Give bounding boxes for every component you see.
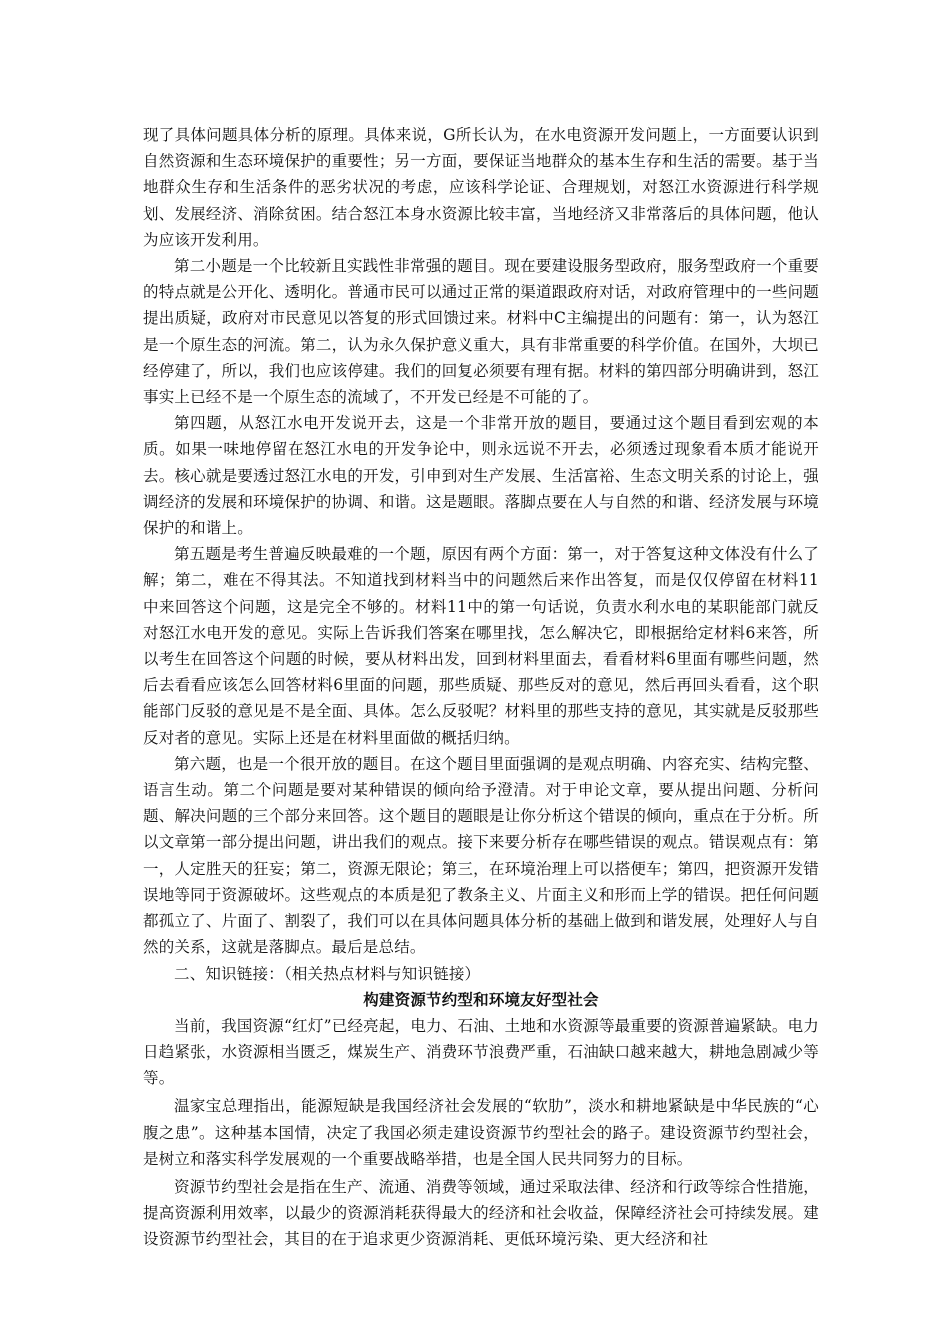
section-heading: 构建资源节约型和环境友好型社会 <box>363 989 599 1009</box>
section-label-knowledge-link: 二、知识链接：（相关热点材料与知识链接） <box>174 964 481 983</box>
paragraph-continuation: 现了具体问题具体分析的原理。具体来说，G所长认为，在水电资源开发问题上，一方面要认识到自然资源和生态环境保护的重要性；另一方面，要保证当地群众的基本生存和生活的需要。基于当地群众生存和生活条件的恶劣状况的考虑，应该科学论证、合理规划，对怒江水资源进行科学规划、发展经济、消除贫困。结合怒江本身水资源比较丰富，当地经济又非常落后的具体问题，他认为应该开发利用。 <box>143 126 819 249</box>
paragraph-question-5: 第五题是考生普遍反映最难的一个题，原因有两个方面：第一，对于答复这种文体没有什么了解；第二，难在不得其法。不知道找到材料当中的问题然后来作出答复，而是仅仅停留在材料11中来回答这个问题，这是完全不够的。材料11中的第一句话说，负责水利水电的某职能部门就反对怒江水电开发的意见。实际上告诉我们答案在哪里找，怎么解决它，即根据给定材料6来答，所以考生在回答这个问题的时候，要从材料出发，回到材料里面去，看看材料6里面有哪些问题，然后去看看应该怎么回答材料6里面的问题，那些质疑、那些反对的意见，然后再回头看看，这个职能部门反驳的意见是不是全面、具体。怎么反驳呢？材料里的那些支持的意见，其实就是反驳那些反对者的意见。实际上还是在材料里面做的概括归纳。 <box>143 545 819 747</box>
paragraph-question-2: 第二小题是一个比较新且实践性非常强的题目。现在要建设服务型政府，服务型政府一个重要的特点就是公开化、透明化。普通市民可以通过正常的渠道跟政府对话，对政府管理中的一些问题提出质疑，政府对市民意见以答复的形式回馈过来。材料中C主编提出的问题有：第一，认为怒江是一个原生态的河流。第二，认为永久保护意义重大，具有非常重要的科学价值。在国外，大坝已经停建了，所以，我们也应该停建。我们的回复必须要有理有据。材料的第四部分明确讲到，怒江事实上已经不是一个原生态的流域了，不开发已经是不可能的了。 <box>143 257 819 407</box>
paragraph-premier-quote: 温家宝总理指出，能源短缺是我国经济社会发展的“软肋”，淡水和耕地紧缺是中华民族的“心腹之患”。这种基本国情，决定了我国必须走建设资源节约型社会的路子。建设资源节约型社会，是树立和落实科学发展观的一个重要战略举措，也是全国人民共同努力的目标。 <box>143 1097 819 1168</box>
document-page <box>143 122 819 1253</box>
paragraph-resource-status: 当前，我国资源“红灯”已经亮起，电力、石油、土地和水资源等最重要的资源普遍紧缺。电力日趋紧张，水资源相当匮乏，煤炭生产、消费环节浪费严重，石油缺口越来越大，耕地急剧减少等等。 <box>143 1016 819 1088</box>
paragraph-question-4: 第四题，从怒江水电开发说开去，这是一个非常开放的题目，要通过这个题目看到宏观的本质。如果一味地停留在怒江水电的开发争论中，则永远说不开去，必须透过现象看本质才能说开去。核心就是要透过怒江水电的开发，引申到对生产发展、生活富裕、生态文明关系的讨论上，强调经济的发展和环境保护的协调、和谐。这是题眼。落脚点要在人与自然的和谐、经济发展与环境保护的和谐上。 <box>143 414 819 538</box>
paragraph-definition: 资源节约型社会是指在生产、流通、消费等领域，通过采取法律、经济和行政等综合性措施，提高资源利用效率，以最少的资源消耗获得最大的经济和社会收益，保障经济社会可持续发展。建设资源节约型社会，其目的在于追求更少资源消耗、更低环境污染、更大经济和社 <box>143 1177 819 1249</box>
paragraph-question-6: 第六题，也是一个很开放的题目。在这个题目里面强调的是观点明确、内容充实、结构完整、语言生动。第二个问题是要对某种错误的倾向给予澄清。对于申论文章，要从提出问题、分析问题、解决问题的三个部分来回答。这个题目的题眼是让你分析这个错误的倾向，重点在于分析。所以文章第一部分提出问题，讲出我们的观点。接下来要分析存在哪些错误的观点。错误观点有：第一，人定胜天的狂妄；第二，资源无限论；第三，在环境治理上可以搭便车；第四，把资源开发错误地等同于资源破坏。这些观点的本质是犯了教条主义、片面主义和形而上学的错误。把任何问题都孤立了、片面了、割裂了，我们可以在具体问题具体分析的基础上做到和谐发展，处理好人与自然的关系，这就是落脚点。最后是总结。 <box>143 754 819 957</box>
